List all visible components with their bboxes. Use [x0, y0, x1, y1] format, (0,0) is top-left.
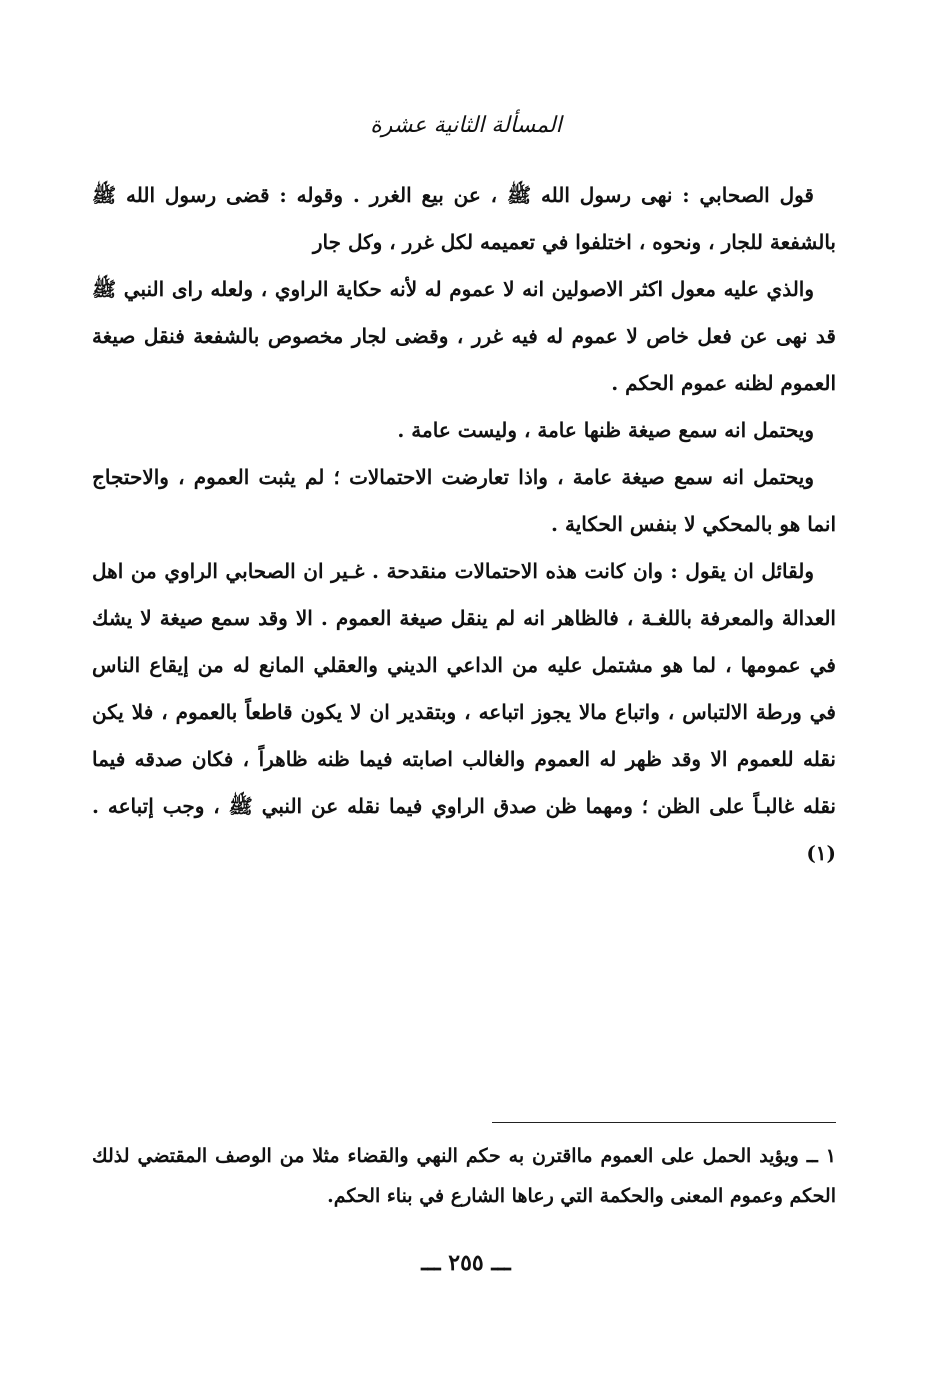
- paragraph-2: والذي عليه معول اكثر الاصولين انه لا عموم له لأنه حكاية الراوي ، ولعله راى النبي ﷺ قد نهى عن فعل خاص لا عموم له فيه غرر ، وقضى لجار مخصوص بالشفعة فنقل صيغة العموم لظنه عموم الحكم .: [92, 277, 836, 395]
- footnote-divider: [492, 1122, 836, 1123]
- page-header: المسألة الثانية عشرة: [370, 113, 562, 138]
- paragraph-5: ولقائل ان يقول : وان كانت هذه الاحتمالات منقدحة . غـير ان الصحابي الراوي من اهل العدالة والمعرفة باللغـة ، فالظاهر انه لم ينقل صيغة العموم . الا وقد سمع صيغة لا يشك في عمومها ، لما هو مشتمل عليه من الداعي الديني والعقلي المانع له من إيقاع الناس في ورطة الالتباس ، واتباع مالا يجوز اتباعه ، وبتقدير ان لا يكون قاطعاً بالعموم ، فلا يكن نقله للعموم الا وقد ظهر له العموم والغالب اصابته فيما ظنه ظاهراً ، فكان صدقه فيما نقله غالبـاً على الظن ؛ ومهما ظن صدق الراوي فيما نقله عن النبي ﷺ ، وجب إتباعه . (١): [92, 559, 837, 865]
- paragraph-1: قول الصحابي : نهى رسول الله ﷺ ، عن بيع الغرر . وقوله : قضى رسول الله ﷺ بالشفعة للجار ، ونحوه ، اختلفوا في تعميمه لكل غرر ، وكل جار: [92, 183, 836, 254]
- paragraph-3: ويحتمل انه سمع صيغة ظنها عامة ، وليست عامة .: [397, 418, 814, 442]
- page-number: ـــ ٢٥٥ ـــ: [421, 1250, 511, 1276]
- paragraph-4: ويحتمل انه سمع صيغة عامة ، واذا تعارضت الاحتمالات ؛ لم يثبت العموم ، والاحتجاج انما هو بالمحكي لا بنفس الحكاية .: [92, 465, 836, 536]
- main-text: [92, 172, 836, 877]
- footnote: ١ ــ ويؤيد الحمل على العموم مااقترن به حكم النهي والقضاء مثلا من الوصف المقتضي لذلك الحكم وعموم المعنى والحكمة التي رعاها الشارع في بناء الحكم.: [92, 1145, 836, 1207]
